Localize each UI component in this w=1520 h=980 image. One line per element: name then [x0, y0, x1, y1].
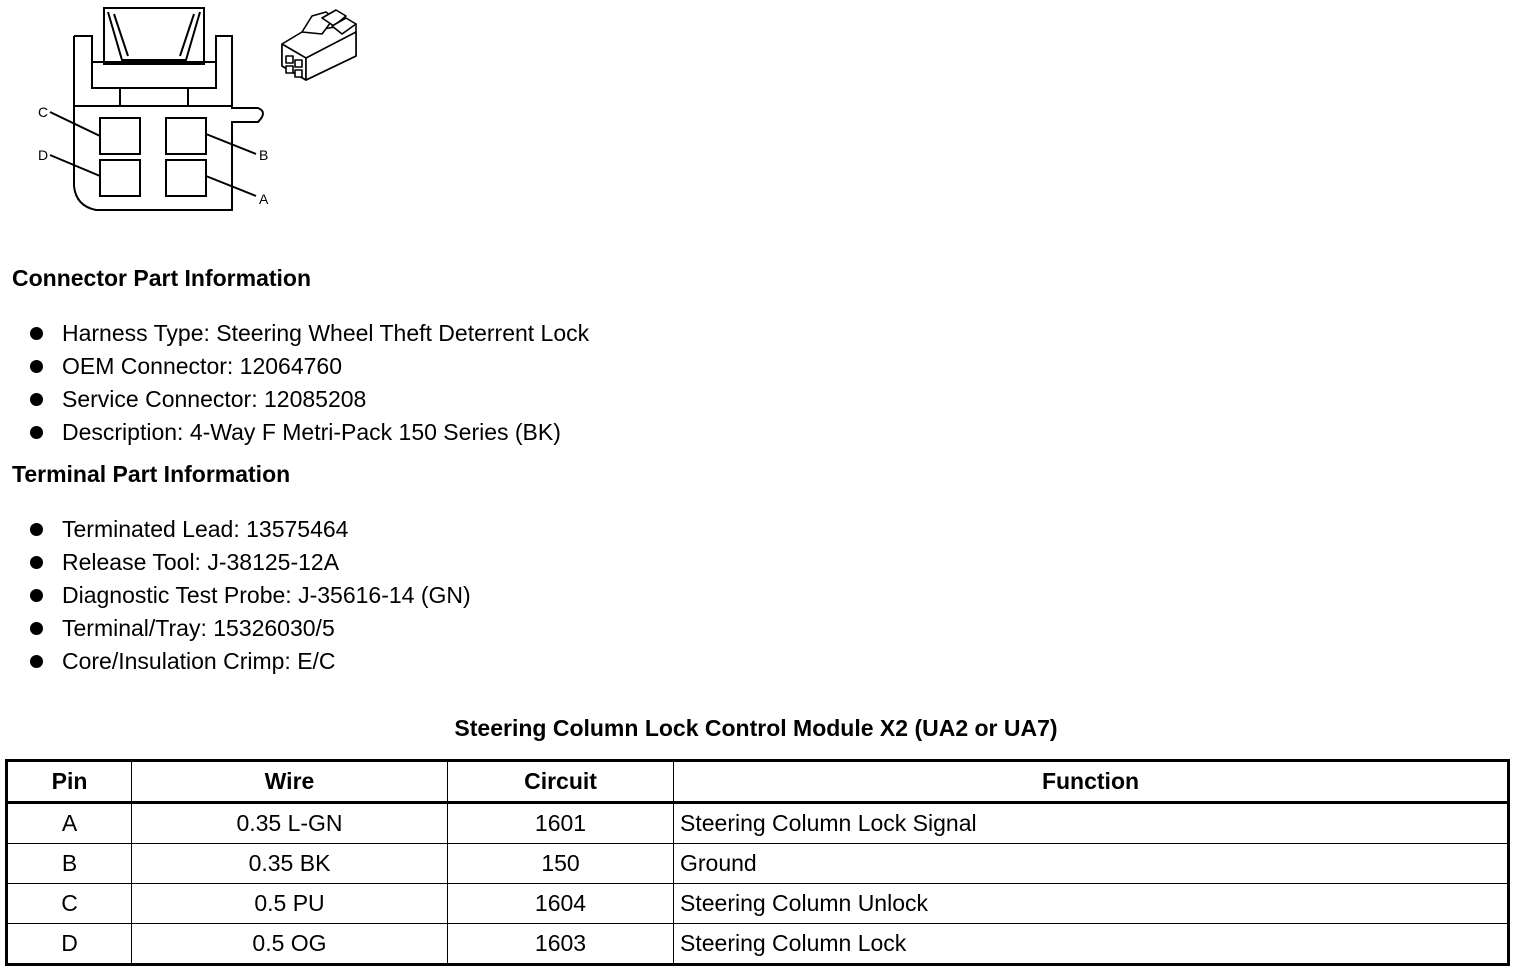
bullet-icon [30, 426, 43, 439]
cell-function: Steering Column Unlock [674, 884, 1509, 924]
bullet-icon [30, 556, 43, 569]
cell-function: Ground [674, 844, 1509, 884]
bullet-icon [30, 393, 43, 406]
bullet-icon [30, 327, 43, 340]
cell-wire: 0.35 BK [132, 844, 448, 884]
column-header-circuit: Circuit [448, 761, 674, 803]
bullet-icon [30, 589, 43, 602]
table-header-row [7, 761, 1509, 803]
cell-wire: 0.5 PU [132, 884, 448, 924]
bullet-icon [30, 523, 43, 536]
terminal-part-info-heading: Terminal Part Information [12, 461, 291, 487]
cavity-d [100, 160, 140, 196]
cell-function: Steering Column Lock [674, 924, 1509, 965]
column-header-pin: Pin [7, 761, 132, 803]
cell-circuit: 1603 [448, 924, 674, 965]
cavity-c [100, 118, 140, 154]
latch-outline [104, 8, 204, 64]
pin-label-b: B [259, 147, 269, 163]
cavity-a [166, 160, 206, 196]
pin-table [5, 759, 1510, 966]
table-row [7, 884, 1509, 924]
table-row [7, 924, 1509, 965]
bullet-icon [30, 655, 43, 668]
pin-label-c: C [38, 104, 49, 120]
cell-wire: 0.5 OG [132, 924, 448, 965]
cell-wire: 0.35 L-GN [132, 803, 448, 844]
pin-table-title: Steering Column Lock Control Module X2 (UA2 or UA7) [454, 715, 1058, 741]
cell-function: Steering Column Lock Signal [674, 803, 1509, 844]
cell-circuit: 1601 [448, 803, 674, 844]
cell-pin: A [7, 803, 132, 844]
bullet-icon [30, 622, 43, 635]
pin-label-a: A [259, 191, 269, 207]
table-row [7, 803, 1509, 844]
pin-label-d: D [38, 147, 49, 163]
cell-pin: C [7, 884, 132, 924]
column-header-function: Function [674, 761, 1509, 803]
cavity-b [166, 118, 206, 154]
column-header-wire: Wire [132, 761, 448, 803]
cell-circuit: 150 [448, 844, 674, 884]
cell-pin: B [7, 844, 132, 884]
connector-face-diagram [30, 0, 280, 220]
connector-part-info-heading: Connector Part Information [12, 265, 312, 291]
latch-base [92, 62, 216, 88]
cell-circuit: 1604 [448, 884, 674, 924]
table-row [7, 844, 1509, 884]
bullet-icon [30, 360, 43, 373]
connector-isometric-icon [272, 4, 364, 86]
cell-pin: D [7, 924, 132, 965]
